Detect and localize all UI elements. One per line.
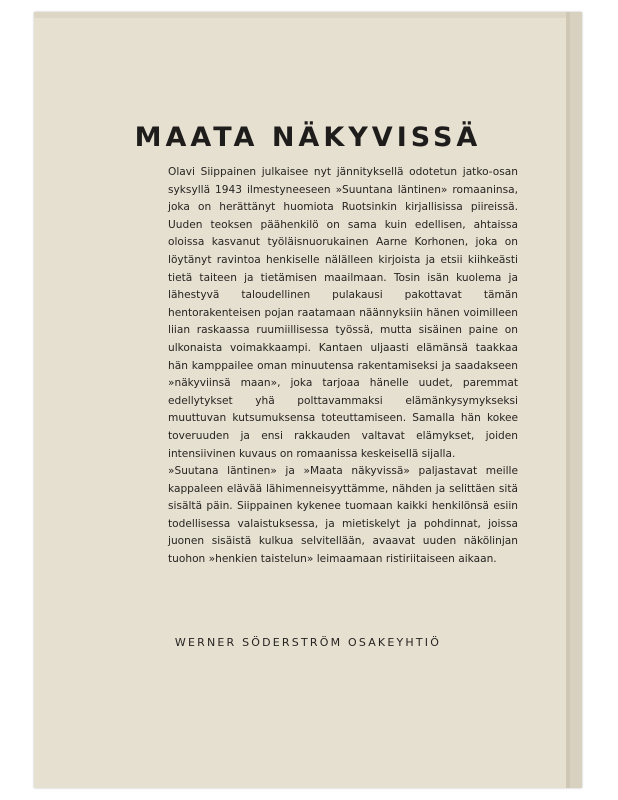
blurb-paragraph-1: Olavi Siippainen julkaisee nyt jännityksellä odotetun jatko-osan syksyllä 1943 ilmestyneeseen »Suuntana läntinen» romaaninsa, joka on herättänyt huomiota Ruotsinkin kirjallisissa piireissä. Uuden teoksen päähenkilö on sama kuin edellisen, ahtaissa oloissa kasvanut työläisnuorukainen Aarne Korhonen, joka on löytänyt ravintoa henkiselle nälälleen kirjoista ja etsii kiihkeästi tietä taiteen ja tietämisen maailmaan. Tosin isän kuolema ja lähestyvä taloudellinen pulakausi pakottavat tämän hentorakenteisen pojan raatamaan näännyksiin hänen voimilleen liian raskaassa ruumiillisessa työssä, mutta sisäinen paine on ulkonaista voimakkaampi. Kantaen uljaasti elämänsä taakkaa hän kamppailee oman minuutensa rakentamiseksi ja saadakseen »näkyviinsä maan», joka tarjoaa hänelle uudet, paremmat edellytykset yhä polttavammaksi elämänkysymykseksi muuttuvan kutsumuksensa toteuttamiseen. Samalla hän kokee toveruuden ja ensi rakkauden valtavat elämykset, joiden intensiivinen kuvaus on romaanissa keskeisellä sijalla. xyxy=(168,166,518,460)
book-back-cover xyxy=(34,12,582,788)
publisher-name: WERNER SÖDERSTRÖM OSAKEYHTIÖ xyxy=(174,636,442,649)
book-title: MAATA NÄKYVISSÄ xyxy=(134,122,482,153)
blurb-text xyxy=(168,164,518,569)
cover-top-edge xyxy=(34,12,582,18)
blurb-paragraph-2: »Suutana läntinen» ja »Maata näkyvissä» paljastavat meille kappaleen elävää lähimenneisyyttämme, nähden ja selittäen sitä sisältä päin. Siippainen kykenee tuomaan kaikki henkilönsä esiin todellisessa valaistuksessa, ja mietiskelyt ja pohdinnat, joissa juonen sisäistä kulkua selvitellään, avaavat uuden näkölinjan tuohon »henkien taistelun» leimaamaan ristiriitaiseen aikaan. xyxy=(168,465,518,566)
